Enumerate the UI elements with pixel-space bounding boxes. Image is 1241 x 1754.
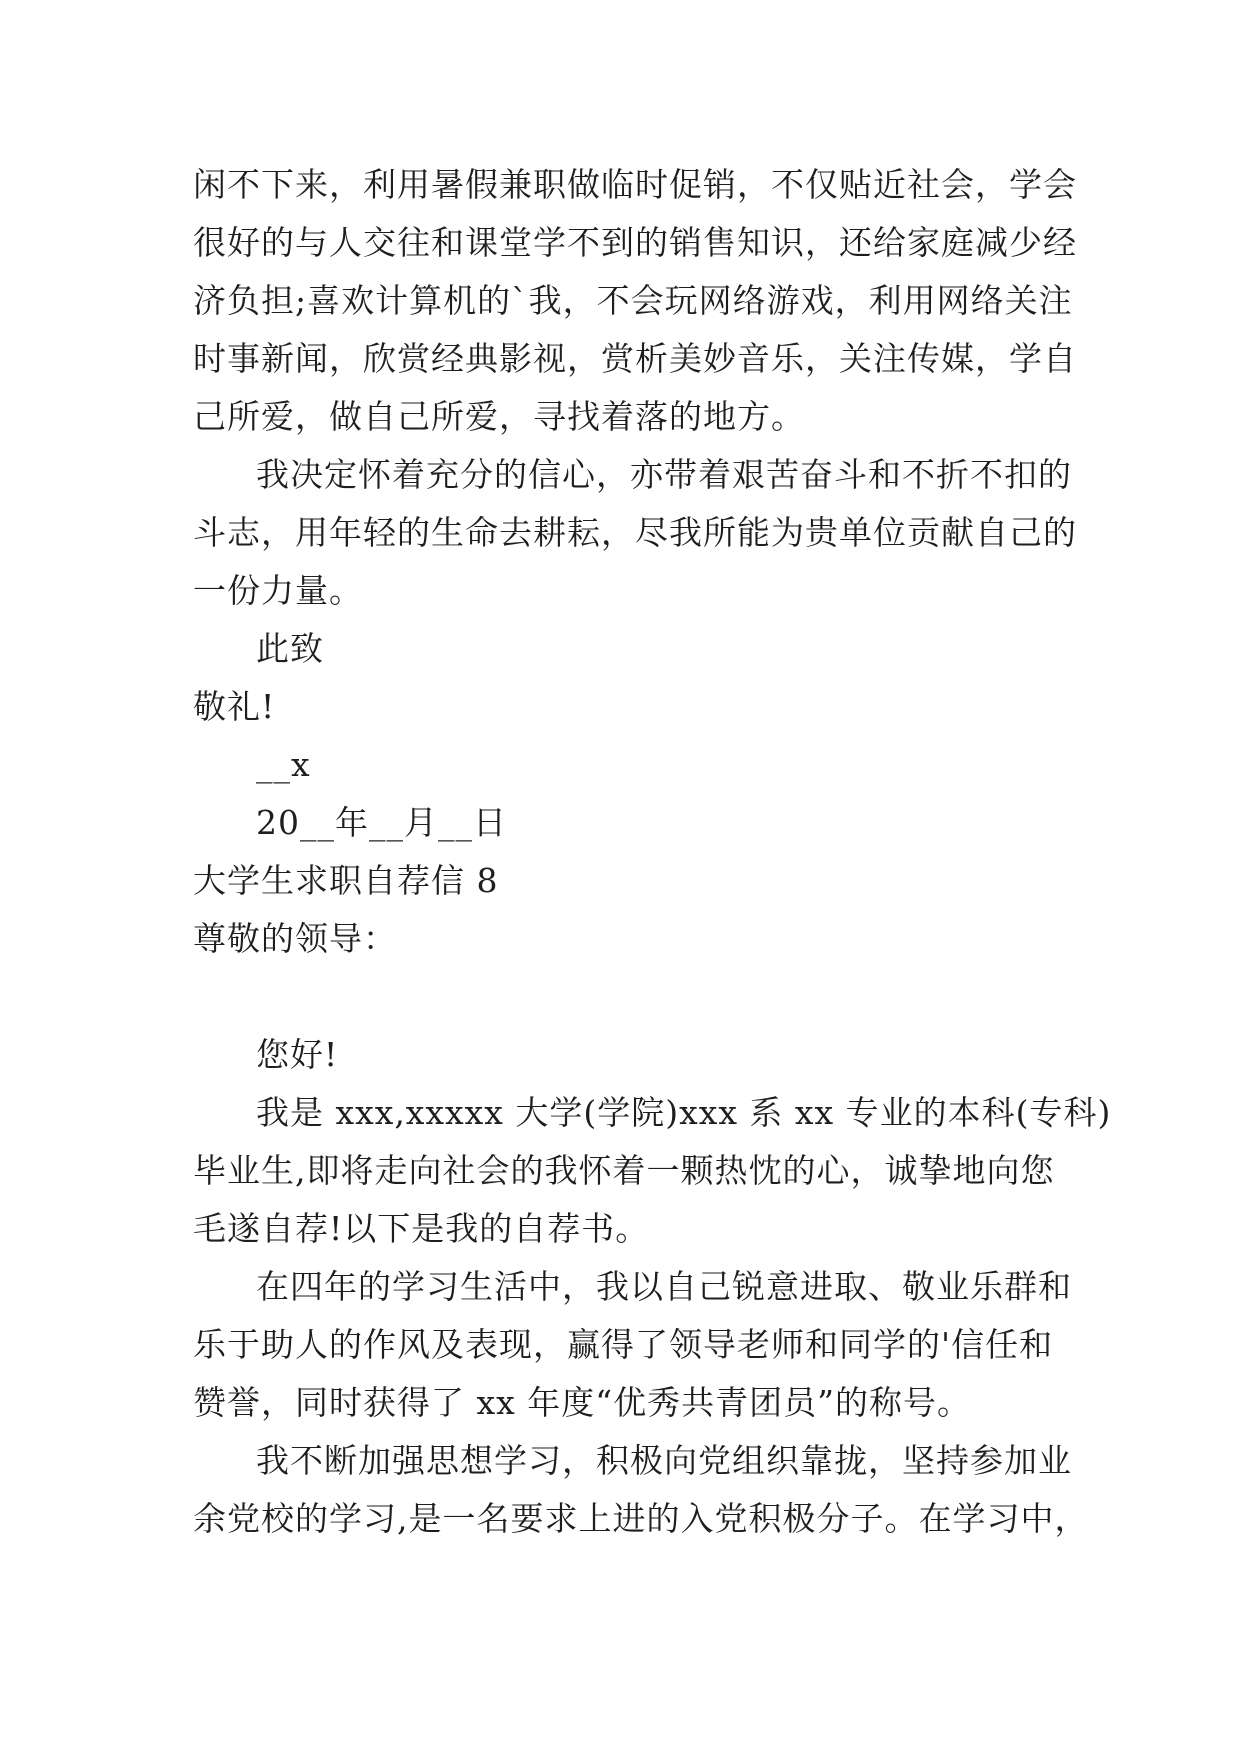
greeting-line: 您好!	[256, 1035, 339, 1074]
paragraph-line: 毕业生,即将走向社会的我怀着一颗热忱的心，诚挚地向您	[193, 1151, 1055, 1190]
paragraph-line: 乐于助人的作风及表现，赢得了领导老师和同学的'信任和	[193, 1325, 1054, 1364]
paragraph-line: 毛遂自荐!以下是我的自荐书。	[193, 1209, 650, 1248]
date-line: 20__年__月__日	[256, 803, 507, 842]
paragraph-line: 一份力量。	[193, 571, 363, 610]
paragraph-line: 时事新闻，欣赏经典影视，赏析美妙音乐，关注传媒，学自	[193, 339, 1077, 378]
paragraph-line: 济负担;喜欢计算机的`我，不会玩网络游戏，利用网络关注	[193, 281, 1073, 320]
letter-heading: 大学生求职自荐信 8	[193, 861, 499, 900]
paragraph-line: 我是 xxx,xxxxx 大学(学院)xxx 系 xx 专业的本科(专科)	[256, 1093, 1112, 1132]
paragraph-line: 在四年的学习生活中，我以自己锐意进取、敬业乐群和	[256, 1267, 1072, 1306]
greeting-line: 尊敬的领导：	[193, 919, 397, 958]
signature-line: __x	[256, 745, 311, 784]
paragraph-line: 很好的与人交往和课堂学不到的销售知识，还给家庭减少经	[193, 223, 1077, 262]
closing-line: 此致	[256, 629, 324, 668]
paragraph-line: 闲不下来，利用暑假兼职做临时促销，不仅贴近社会，学会	[193, 165, 1077, 204]
paragraph-line: 赞誉，同时获得了 xx 年度“优秀共青团员”的称号。	[193, 1383, 971, 1422]
paragraph-line: 己所爱，做自己所爱，寻找着落的地方。	[193, 397, 805, 436]
paragraph-line: 我不断加强思想学习，积极向党组织靠拢，坚持参加业	[256, 1441, 1072, 1480]
paragraph-line: 余党校的学习,是一名要求上进的入党积极分子。在学习中，	[193, 1499, 1089, 1538]
paragraph-line: 斗志，用年轻的生命去耕耘，尽我所能为贵单位贡献自己的	[193, 513, 1077, 552]
paragraph-line: 我决定怀着充分的信心，亦带着艰苦奋斗和不折不扣的	[256, 455, 1072, 494]
salutation-line: 敬礼!	[193, 687, 276, 726]
